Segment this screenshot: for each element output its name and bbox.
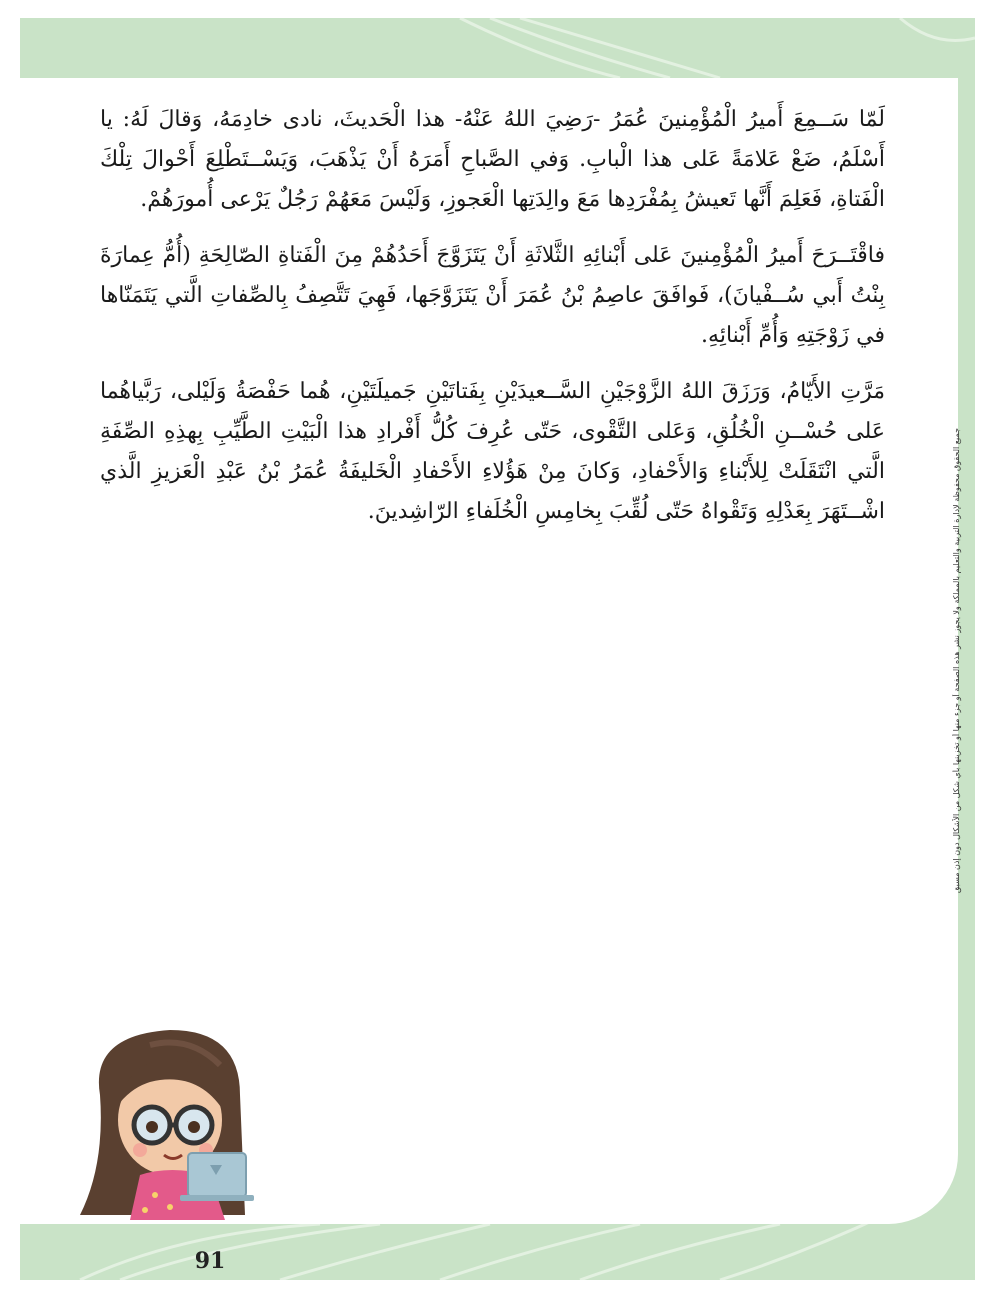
paragraph-3: مَرَّتِ الأَيّامُ، وَرَزَقَ اللهُ الزَّوْجَيْنِ السَّــعيدَيْنِ بِفَتاتَيْنِ جَميلَتَيْنِ، هُما حَفْصَةُ وَلَيْلى، رَبَّياهُما عَلى حُسْــنِ الْخُلُقِ، وَعَلى التَّقْوى، حَتّى عُرِفَ كُلُّ أَفْرادِ هذا الْبَيْتِ الطَّيِّبِ بِهذِهِ الصِّفَةِ الَّتي انْتَقَلَتْ لِلأَبْناءِ وَالأَحْفادِ، وَكانَ مِنْ هَؤُلاءِ الأَحْفادِ الْخَليفَةُ عُمَرُ بْنُ عَبْدِ الْعَزيزِ الَّذي اشْــتَهَرَ بِعَدْلِهِ وَتَقْواهُ حَتّى لُقِّبَ بِخامِسِ الْخُلَفاءِ الرّاشِدينَ.: [100, 379, 885, 524]
copyright-note: جميع الحقوق محفوظة لإدارة التربية والتعليم بالمملكة ولا يجوز نشر هذه الصفحة أو جزء منها أو تخزينها بأي شكل من الأشكال دون إذن مسبق: [952, 427, 961, 893]
paragraph-2: فاقْتَــرَحَ أَميرُ الْمُؤْمِنينَ عَلى أَبْنائِهِ الثَّلاثَةِ أَنْ يَتَزَوَّجَ أَحَدُهُمْ مِنَ الْفَتاةِ الصّالِحَةِ (أُمُّ عِمارَةَ بِنْتُ أَبي سُــفْيانَ)، فَوافَقَ عاصِمُ بْنُ عُمَرَ أَنْ يَتَزَوَّجَها، فَهِيَ تَتَّصِفُ بِالصِّفاتِ الَّتي يَتَمَنّاها في زَوْجَتِهِ وَأُمِّ أَبْنائِهِ.: [100, 243, 885, 348]
girl-with-laptop-icon: [60, 1025, 260, 1225]
paragraph-1: لَمّا سَــمِعَ أَميرُ الْمُؤْمِنينَ عُمَرُ -رَضِيَ اللهُ عَنْهُ- هذا الْحَديثَ، نادى خادِمَهُ، وَقالَ لَهُ: يا أَسْلَمُ، ضَعْ عَلامَةً عَلى هذا الْبابِ. وَفي الصَّباحِ أَمَرَهُ أَنْ يَذْهَبَ، وَيَسْــتَطْلِعَ أَحْوالَ تِلْكَ الْفَتاةِ، فَعَلِمَ أَنَّها تَعيشُ بِمُفْرَدِها مَعَ والِدَتِها الْعَجوزِ، وَلَيْسَ مَعَهُمْ رَجُلٌ يَرْعى أُمورَهُمْ.: [100, 107, 885, 212]
page-number: 91: [194, 1248, 226, 1274]
story-text: [100, 100, 885, 548]
